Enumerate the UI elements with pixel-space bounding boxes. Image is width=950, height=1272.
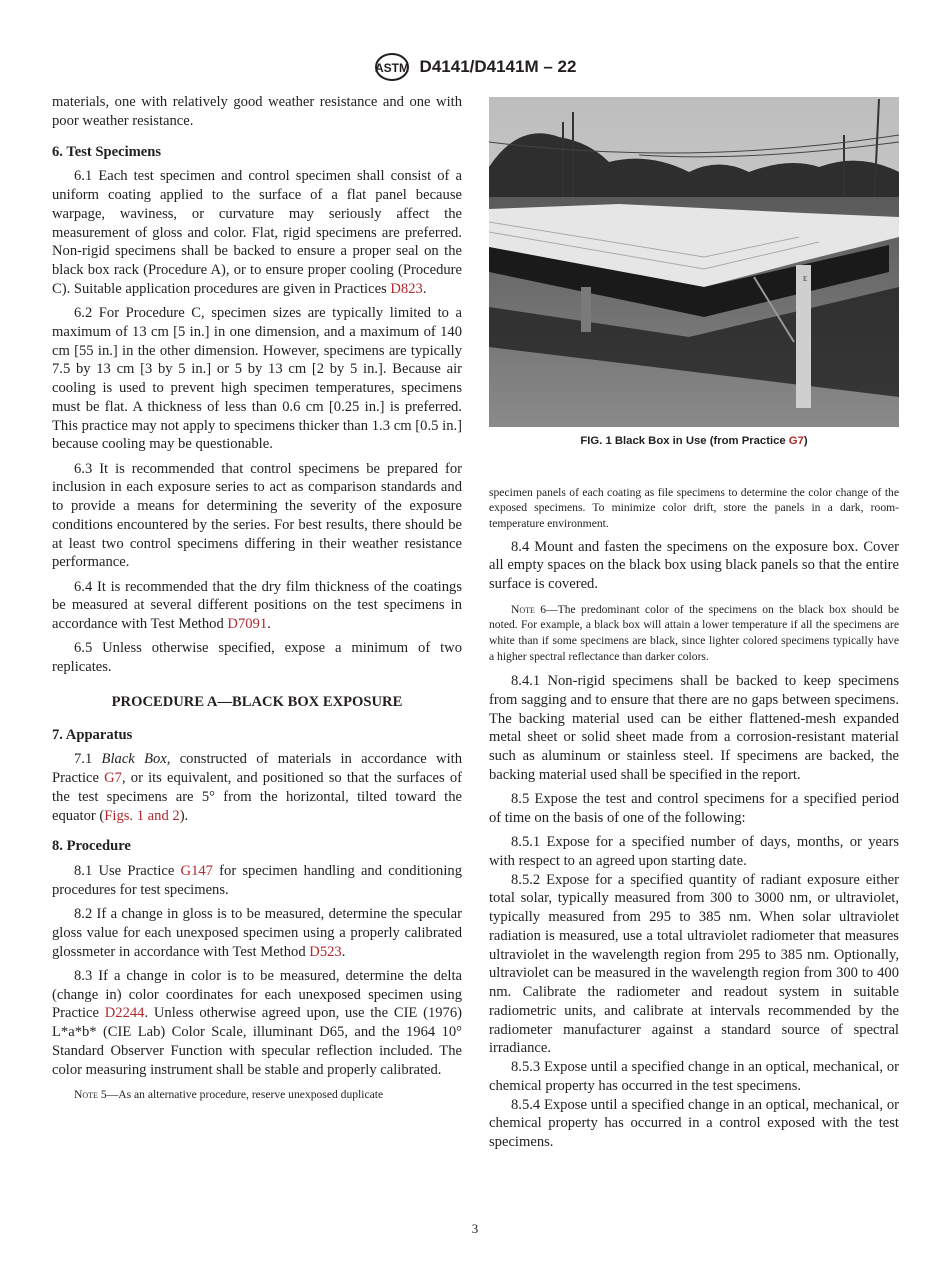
text-run: 8.5 Expose the test and control specimens for a specified period of time on the basis of one of the following:	[489, 791, 899, 826]
text-run: 5—As an alternative procedure, reserve unexposed duplicate	[97, 1088, 384, 1102]
text-run: 7.1	[74, 751, 102, 768]
page-number: 3	[471, 1221, 479, 1236]
text-run: 6—The predominant color of the specimens on the black box should be noted. For example, a black box will attain a lower temperature if all the specimens are white than if some specimens are black, since lighter colored specimens typically have a higher spectral reflectance than darker colors.	[489, 602, 899, 663]
note	[489, 602, 899, 664]
paragraph	[52, 460, 462, 573]
paragraph	[52, 967, 462, 1080]
panel-label: E	[803, 275, 808, 283]
figure-1-photo-black-box	[489, 97, 899, 427]
paragraph	[52, 862, 462, 900]
text-run: 8.5.4 Expose until a specified change in an optical, mechanical, or chemical property has occurred in a control exposed with the test specimens.	[489, 1096, 899, 1151]
paragraph	[52, 905, 462, 961]
section-heading	[52, 726, 462, 745]
reference-link[interactable]: G147	[180, 863, 213, 879]
text-run: for specimen handling and conditioning procedures for test specimens.	[52, 863, 462, 898]
section-heading	[52, 837, 462, 856]
reference-link[interactable]: D823	[390, 280, 423, 297]
reference-link[interactable]: D523	[309, 943, 342, 960]
paragraph	[52, 750, 462, 825]
paragraph	[489, 1096, 899, 1152]
text-run: 8.1 Use Practice	[74, 863, 181, 879]
text-run: 6.3 It is recommended that control specimens be prepared for inclusion in each exposure series to act as comparison standards and to provide a means for determining the severity of the exposure conditions encountered by the series. For best results, there should be at least two control specimens differing in their weather resistance performance.	[52, 460, 462, 571]
note	[52, 1087, 462, 1103]
text-run: PROCEDURE A—BLACK BOX EXPOSURE	[111, 693, 403, 710]
text-run: . Unless otherwise agreed upon, use the CIE (1976) L*a*b* (CIE Lab) Color Scale, illuminant D65, and the 1964 10° Standard Observer Function with specular reflection included. The color measuring instrument shall be stable and properly calibrated.	[52, 1005, 462, 1078]
text-run: , or its equivalent, and positioned so that the surfaces of the test specimens are 5° from the horizontal, tilted toward the equator (	[52, 770, 462, 824]
text-run: 8.4 Mount and fasten the specimens on the exposure box. Cover all empty spaces on the black box using black panels so that the entire surface is covered.	[489, 538, 899, 593]
text-run: constructed of materials in accordance with Practice	[52, 751, 462, 786]
text-run: .	[422, 280, 427, 297]
note-label: Note	[74, 1088, 98, 1102]
text-run: 8.4.1 Non-rigid specimens shall be backed to keep specimens from sagging and to ensure that there are no gaps between specimens. The backing material used can be either flattened-mesh expanded metal sheet or solid sheet made from a corrosion-resistant material such as aluminum or stainless steel. If specimens are backed, the backing material used shall be specified in the report.	[489, 673, 899, 783]
paragraph	[489, 538, 899, 594]
text-run: .	[341, 943, 346, 960]
paragraph	[489, 1058, 899, 1096]
paragraph	[52, 93, 462, 131]
document-designation: D4141/D4141M – 22	[419, 57, 577, 76]
text-run: 6.5 Unless otherwise specified, expose a minimum of two replicates.	[52, 640, 462, 675]
text-run: .	[267, 616, 271, 632]
text-run: 8.5.1 Expose for a specified number of days, months, or years with respect to an agreed upon starting date.	[489, 834, 899, 869]
paragraph	[489, 672, 899, 785]
note-label: Note	[511, 602, 535, 616]
reference-link[interactable]: D7091	[227, 616, 268, 632]
svg-text:ASTM: ASTM	[374, 61, 409, 75]
text-run: ).	[179, 807, 189, 824]
text-run: 7. Apparatus	[52, 726, 133, 743]
text-run: 6.4 It is recommended that the dry film thickness of the coatings be measured at several different positions on the test specimens in accordance with Test Method	[52, 578, 462, 632]
caption-link-g7[interactable]: G7	[788, 435, 804, 447]
caption-text: FIG. 1 Black Box in Use (from Practice	[580, 435, 789, 447]
text-run: 8. Procedure	[52, 838, 131, 855]
right-column	[489, 97, 899, 1152]
reference-link[interactable]: Figs. 1 and 2	[104, 807, 180, 824]
paragraph	[52, 639, 462, 677]
text-run: 8.2 If a change in gloss is to be measured, determine the specular gloss value for each unexposed specimen using a properly calibrated glossmeter in accordance with Test Method	[52, 906, 462, 960]
reference-link[interactable]: D2244	[104, 1005, 145, 1022]
paragraph	[52, 578, 462, 634]
reference-link[interactable]: G7	[104, 770, 122, 786]
text-run: 6.1 Each test specimen and control specimen shall consist of a uniform coating applied to the surface of a flat panel because warpage, waviness, or curvature may seriously affect the measurement of gloss and color. Flat, rigid specimens are preferred. Non-rigid specimens shall be backed to ensure a proper seal on the black box rack (Procedure A), or to ensure proper cooling (Procedure C). Suitable application procedures are given in Practices	[52, 168, 462, 297]
left-column	[52, 93, 462, 1111]
italic-term: Black Box,	[101, 751, 171, 768]
text-run: 6. Test Specimens	[52, 143, 162, 160]
note	[489, 485, 899, 532]
figure-1-caption	[489, 432, 899, 451]
paragraph	[489, 790, 899, 828]
paragraph	[489, 833, 899, 871]
astm-logo-icon	[374, 52, 410, 82]
text-run: 8.3 If a change in color is to be measured, determine the delta (change in) color coordinates for each unexposed specimen using Practice	[52, 967, 462, 1022]
section-heading	[52, 693, 462, 712]
text-run: 6.2 For Procedure C, specimen sizes are typically limited to a maximum of 13 cm [5 in.] in one dimension, and a maximum of 140 cm [55 in.] in the other dimension. However, specimens are typically 7.5 by 13 cm [3 by 5 in.] or 5 by 13 cm [2 by 5 in.]. Because air cooling is used to prevent high specimen temperatures, specimens must be flat. A thickness of less than 0.6 cm [0.25 in.] is preferred. This practice may not apply to specimens thicker than 1.3 cm [0.5 in.] because cooling may be questionable.	[52, 305, 462, 453]
page-header	[0, 52, 950, 82]
text-run: 8.5.3 Expose until a specified change in an optical, mechanical, or chemical property has occurred in the test specimens.	[489, 1059, 899, 1094]
section-heading	[52, 143, 462, 162]
text-run: 8.5.2 Expose for a specified quantity of radiant exposure either total solar, typically measured from 300 to 3000 nm, or ultraviolet, typically measured from 295 to 385 nm. When solar ultraviolet radiation is measured, use a total ultraviolet radiometer that measures ultraviolet in the wavelength region from 295 to 385 nm. Optionally, ultraviolet can be measured in the wavelength region from 300 to 400 nm. Calibrate the radiometer and readout system in suitable radiometric units, and calibrate at intervals recommended by the radiometer manufacturer against a standard source of spectral irradiance.	[489, 871, 899, 1057]
paragraph	[52, 304, 462, 454]
paragraph	[489, 871, 899, 1059]
caption-text-end: )	[803, 435, 808, 447]
text-run: materials, one with relatively good weather resistance and one with poor weather resistance.	[52, 94, 462, 129]
text-run: specimen panels of each coating as file specimens to determine the color change of the exposed specimens. To minimize color drift, store the panels in a dark, room-temperature environment.	[489, 485, 899, 530]
paragraph	[52, 167, 462, 298]
